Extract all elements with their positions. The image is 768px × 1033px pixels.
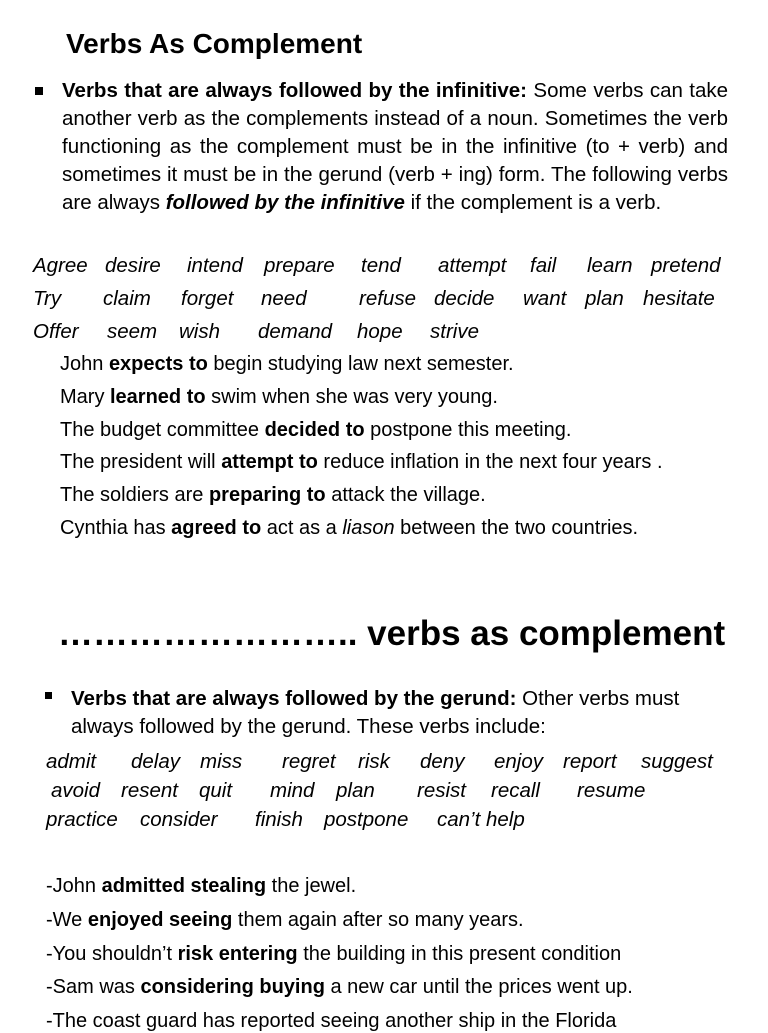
page-title: Verbs As Complement <box>66 28 363 59</box>
paragraph-text-b: if the complement is a verb. <box>404 191 662 214</box>
verb-word: suggest <box>641 750 713 773</box>
gerund-heading: Verbs that are always followed by the gerund: <box>71 687 517 710</box>
infinitive-heading: Verbs that are always followed by the infinitive: <box>62 79 528 102</box>
verb-word: practice <box>46 808 118 831</box>
example-sentence: -You shouldn’t risk entering the building in this present condition <box>46 943 622 965</box>
section-title: …………………….. verbs as complement <box>58 614 726 653</box>
verb-word: pretend <box>651 254 721 277</box>
example-sentence: -John admitted stealing the jewel. <box>46 875 357 897</box>
verb-word: forget <box>181 287 234 310</box>
verb-word: Agree <box>33 254 88 277</box>
verb-word: deny <box>420 750 465 773</box>
verb-word: strive <box>430 320 479 343</box>
verb-word: wish <box>179 320 221 343</box>
verb-word: admit <box>46 750 97 773</box>
verb-word: plan <box>585 287 624 310</box>
paragraph-emphasis: followed by the infinitive <box>165 191 405 214</box>
verb-word: intend <box>187 254 243 277</box>
verb-word: resume <box>577 779 646 802</box>
verb-word: miss <box>200 750 243 773</box>
gerund-paragraph <box>71 685 731 741</box>
verb-word: consider <box>140 808 218 831</box>
verb-word: attempt <box>438 254 507 277</box>
bullet-icon <box>45 692 52 699</box>
verb-word: prepare <box>264 254 335 277</box>
verb-word: report <box>563 750 617 773</box>
verb-word: tend <box>361 254 401 277</box>
verb-word: risk <box>358 750 390 773</box>
verb-word: resist <box>417 779 466 802</box>
example-sentence: Cynthia has agreed to act as a liason between the two countries. <box>60 517 639 539</box>
verb-word: avoid <box>51 779 101 802</box>
verb-word: regret <box>282 750 336 773</box>
verb-word: hesitate <box>643 287 715 310</box>
verb-word: mind <box>270 779 315 802</box>
example-sentence: John expects to begin studying law next semester. <box>60 353 514 375</box>
gerund-paragraph-text: Other verbs must always followed by the gerund. These verbs include: <box>71 687 680 738</box>
verb-word: want <box>523 287 567 310</box>
verb-word: fail <box>530 254 557 277</box>
example-sentence: -The coast guard has reported seeing another ship in the Florida <box>46 1010 617 1032</box>
example-sentence: The president will attempt to reduce inflation in the next four years . <box>60 451 663 473</box>
verb-word: desire <box>105 254 161 277</box>
verb-word: resent <box>121 779 178 802</box>
verb-word: Offer <box>33 320 79 343</box>
example-sentence: Mary learned to swim when she was very young. <box>60 386 498 408</box>
bullet-icon <box>35 87 43 95</box>
verb-word: postpone <box>324 808 409 831</box>
verb-word: claim <box>103 287 151 310</box>
verb-word: delay <box>131 750 181 773</box>
verb-word: quit <box>199 779 233 802</box>
verb-word: can’t help <box>437 808 525 831</box>
verb-word: hope <box>357 320 403 343</box>
verb-word: refuse <box>359 287 416 310</box>
verb-word: plan <box>336 779 375 802</box>
example-sentence: -Sam was considering buying a new car until the prices went up. <box>46 976 633 998</box>
verb-word: need <box>261 287 307 310</box>
example-sentence: -We enjoyed seeing them again after so many years. <box>46 909 524 931</box>
verb-word: decide <box>434 287 495 310</box>
example-sentence: The budget committee decided to postpone this meeting. <box>60 419 572 441</box>
verb-word: finish <box>255 808 303 831</box>
verb-word: enjoy <box>494 750 544 773</box>
example-sentence: The soldiers are preparing to attack the village. <box>60 484 486 506</box>
verb-word: learn <box>587 254 633 277</box>
verb-word: Try <box>33 287 62 310</box>
verb-word: demand <box>258 320 333 343</box>
verb-word: recall <box>491 779 540 802</box>
paragraph-text-a: Some verbs can take another verb as the complements instead of a noun. Sometimes the verb functioning as the complement must be in the infinitive (to + verb) and sometimes it must be in the gerund (verb + ing) form. The following verbs are always <box>62 79 729 214</box>
verb-word: seem <box>107 320 158 343</box>
infinitive-paragraph <box>62 77 728 217</box>
